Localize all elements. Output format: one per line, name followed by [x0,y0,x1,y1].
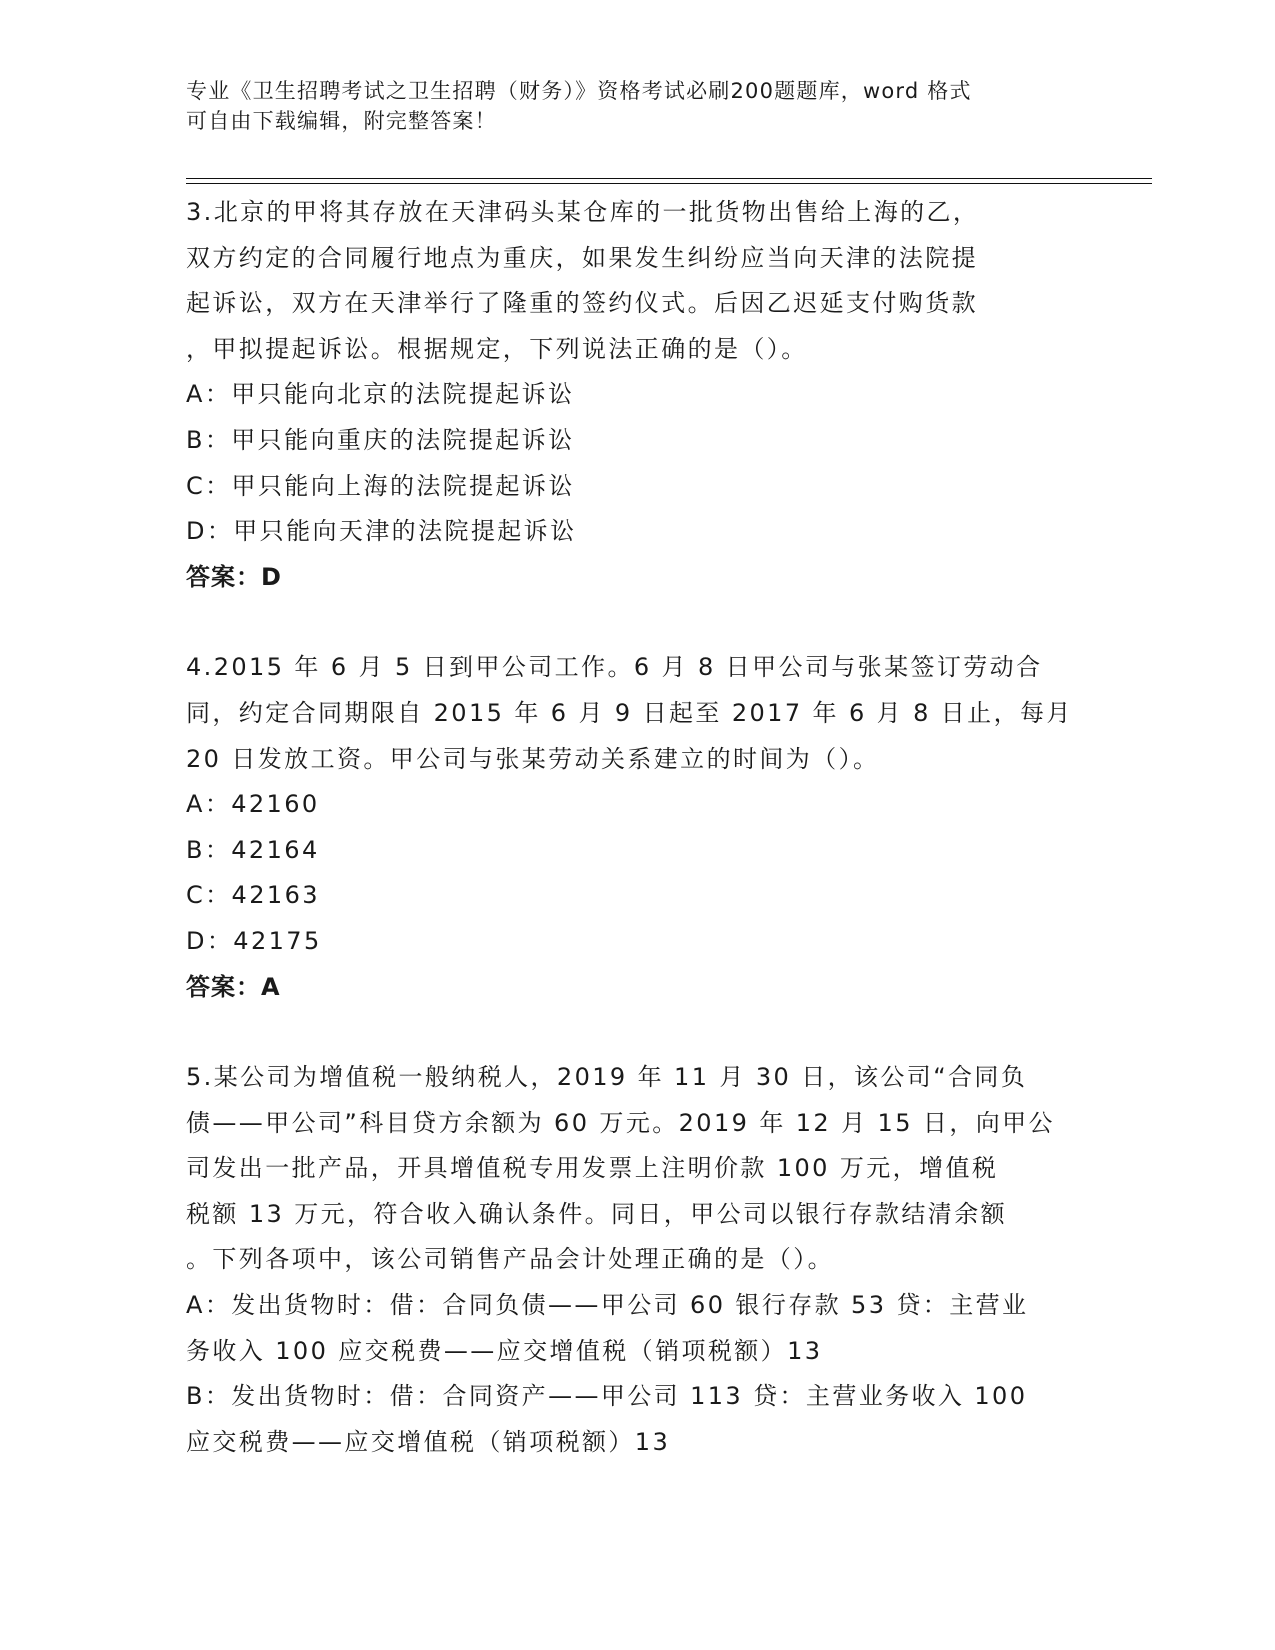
question-list [186,190,1086,1465]
option-d: D：甲只能向天津的法院提起诉讼 [186,517,577,546]
option-a-continued: 务收入 100 应交税费——应交增值税（销项税额）13 [186,1336,823,1365]
question-text-line: 司发出一批产品，开具增值税专用发票上注明价款 100 万元，增值税 [186,1154,999,1183]
question-4 [186,645,1086,1010]
question-text-line: 双方约定的合同履行地点为重庆，如果发生纠纷应当向天津的法院提 [186,243,978,272]
answer: 答案：D [186,562,282,591]
option-a: A：甲只能向北京的法院提起诉讼 [186,380,575,409]
question-text-line: ，甲拟提起诉讼。根据规定，下列说法正确的是（）。 [186,334,808,363]
question-text-line: 同，约定合同期限自 2015 年 6 月 9 日起至 2017 年 6 月 8 日止，每月 [186,698,1073,727]
question-text-line: 起诉讼，双方在天津举行了隆重的签约仪式。后因乙迟延支付购货款 [186,289,978,318]
question-text-line: 5.某公司为增值税一般纳税人，2019 年 11 月 30 日，该公司“合同负 [186,1063,1028,1092]
option-b: B：发出货物时：借：合同资产——甲公司 113 贷：主营业务收入 100 [186,1382,1028,1411]
option-c: C：42163 [186,881,320,910]
question-text-line: 税额 13 万元，符合收入确认条件。同日，甲公司以银行存款结清余额 [186,1199,1007,1228]
question-text-line: 4.2015 年 6 月 5 日到甲公司工作。6 月 8 日甲公司与张某签订劳动合 [186,653,1043,682]
question-5 [186,1055,1086,1465]
answer: 答案：A [186,972,281,1001]
header-line-2: 可自由下载编辑，附完整答案！ [186,109,497,133]
spacer [186,1010,1086,1055]
header-line-1: 专业《卫生招聘考试之卫生招聘（财务）》资格考试必刷200题题库，word 格式 [186,79,972,103]
option-a: A：发出货物时：借：合同负债——甲公司 60 银行存款 53 贷：主营业 [186,1291,1029,1320]
document-header [186,76,1086,136]
question-text-line: 。下列各项中，该公司销售产品会计处理正确的是（）。 [186,1245,834,1274]
option-d: D：42175 [186,926,322,955]
header-divider-bottom [186,183,1152,184]
question-text-line: 20 日发放工资。甲公司与张某劳动关系建立的时间为（）。 [186,744,880,773]
option-b: B：42164 [186,835,320,864]
question-text-line: 3.北京的甲将其存放在天津码头某仓库的一批货物出售给上海的乙， [186,198,980,226]
option-b-continued: 应交税费——应交增值税（销项税额）13 [186,1427,671,1456]
option-c: C：甲只能向上海的法院提起诉讼 [186,471,575,500]
spacer [186,600,1086,645]
option-b: B：甲只能向重庆的法院提起诉讼 [186,425,575,454]
question-text-line: 债——甲公司”科目贷方余额为 60 万元。2019 年 12 月 15 日，向甲公 [186,1108,1055,1137]
header-divider-top [186,178,1152,179]
option-a: A：42160 [186,790,320,819]
question-3 [186,190,1086,600]
